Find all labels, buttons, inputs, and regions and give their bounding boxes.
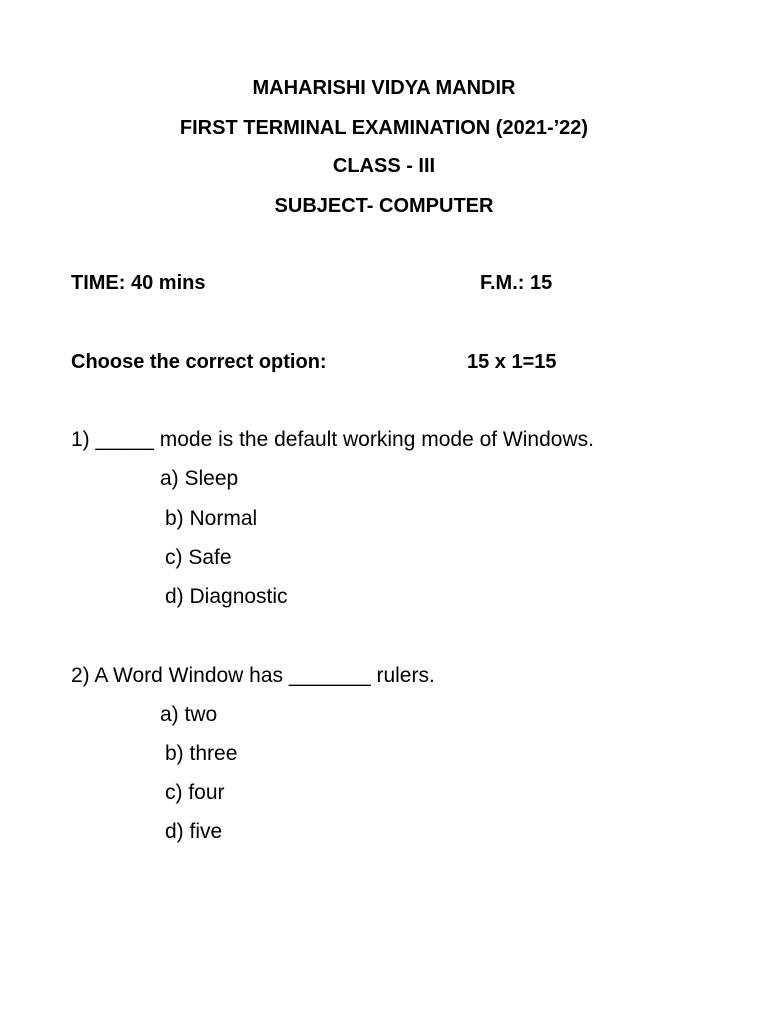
question-1: 1) _____ mode is the default working mode of Windows. [71, 428, 594, 451]
question-1-option-b: b) Normal [165, 507, 258, 530]
question-2-option-c: c) four [165, 781, 225, 804]
question-2-option-b: b) three [165, 742, 238, 765]
question-2-option-d: d) five [165, 820, 223, 843]
question-1-option-a: a) Sleep [160, 467, 239, 490]
marks-scheme-label: 15 x 1=15 [467, 351, 557, 373]
time-label: TIME: 40 mins [71, 272, 206, 294]
question-1-option-c: c) Safe [165, 546, 232, 569]
question-2: 2) A Word Window has _______ rulers. [71, 664, 435, 687]
instruction-label: Choose the correct option: [71, 351, 327, 373]
question-2-option-a: a) two [160, 703, 218, 726]
question-1-option-d: d) Diagnostic [165, 585, 288, 608]
subject-label: SUBJECT- COMPUTER [274, 195, 494, 217]
exam-title: FIRST TERMINAL EXAMINATION (2021-’22) [179, 117, 589, 139]
school-name: MAHARISHI VIDYA MANDIR [252, 77, 516, 99]
class-label: CLASS - III [332, 155, 436, 177]
full-marks-label: F.M.: 15 [480, 272, 553, 294]
